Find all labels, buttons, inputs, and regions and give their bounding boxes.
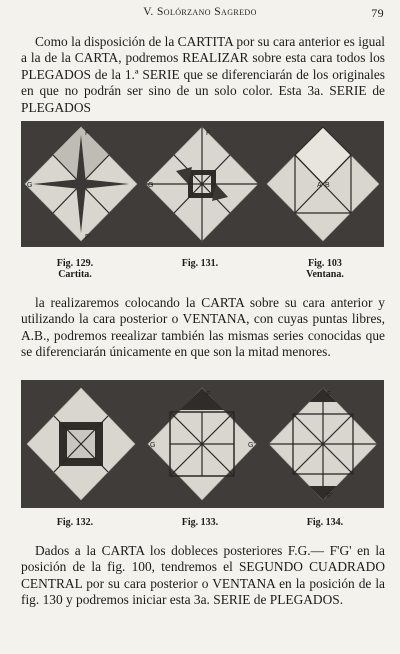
figure-133 — [142, 380, 263, 508]
caption-fig-131-title: Fig. 131. — [181, 258, 219, 269]
label-b: B — [325, 182, 330, 189]
paragraph-3: Dados a la CARTA los dobleces posteriores F.G.— F'G' en la posición de la fig. 100, tendremos el SEGUNDO CUADRADO CENTRAL por su cara posterior o VENTANA en la posición de la fig. 130 y podremos iniciar esta 3a. SERIE de PLEGADOS. — [21, 543, 385, 608]
label-fp-134: F' — [327, 493, 333, 500]
caption-fig-133-title: Fig. 133. — [181, 517, 219, 528]
label-f-134: F — [327, 391, 332, 398]
caption-fig-129-sub: Cartita. — [58, 269, 92, 280]
figure-131 — [142, 121, 263, 247]
label-f: F — [85, 130, 90, 137]
caption-fig-134-title: Fig. 134. — [306, 517, 344, 528]
caption-fig-103-sub: Ventana. — [306, 269, 344, 280]
page-number: 79 — [371, 6, 384, 20]
figure-panel-row-2 — [21, 380, 384, 508]
label-g: G — [27, 182, 33, 189]
label-f-131: F — [206, 130, 211, 137]
caption-fig-134 — [280, 517, 370, 528]
figure-134 — [263, 380, 384, 508]
caption-fig-131 — [155, 258, 245, 269]
label-a: A — [317, 182, 322, 189]
label-f-133: F — [206, 391, 211, 398]
label-fp: F' — [85, 234, 91, 241]
caption-fig-129-title: Fig. 129. — [56, 258, 94, 269]
caption-fig-103-title: Fig. 103 — [308, 258, 342, 269]
label-g-131: G — [148, 182, 154, 189]
paragraph-2: la realizaremos colocando la CARTA sobre su cara anterior y utilizando la cara posterior o VENTANA, con cuyas puntas libres, A.B., podremos reealizar también las mismas series conocidas que se diferenciarán únicamente en que son la mitad menores. — [21, 295, 385, 360]
caption-fig-132-title: Fig. 132. — [56, 517, 94, 528]
caption-fig-132 — [30, 517, 120, 528]
figure-103-ventana — [263, 121, 384, 247]
running-header — [0, 6, 400, 22]
caption-fig-133 — [155, 517, 245, 528]
caption-fig-103 — [280, 258, 370, 280]
header-title: V. Solórzano Sagredo — [143, 6, 257, 18]
figure-132 — [21, 380, 142, 508]
label-g-133: G — [150, 442, 156, 449]
caption-fig-129 — [30, 258, 120, 280]
figure-129-cartita — [21, 121, 142, 247]
paragraph-1: Como la disposición de la CARTITA por su cara anterior es igual a la de la CARTA, podremos REALIZAR sobre esta cara todos los PLEGADOS de la 1.ª SERIE que se diferenciarán de los originales en que no podrán ser sino de un solo color. Esta 3a. SERIE de PLEGADOS — [21, 34, 385, 115]
label-gp-133: G' — [248, 442, 255, 449]
figure-panel-row-1 — [21, 121, 384, 247]
